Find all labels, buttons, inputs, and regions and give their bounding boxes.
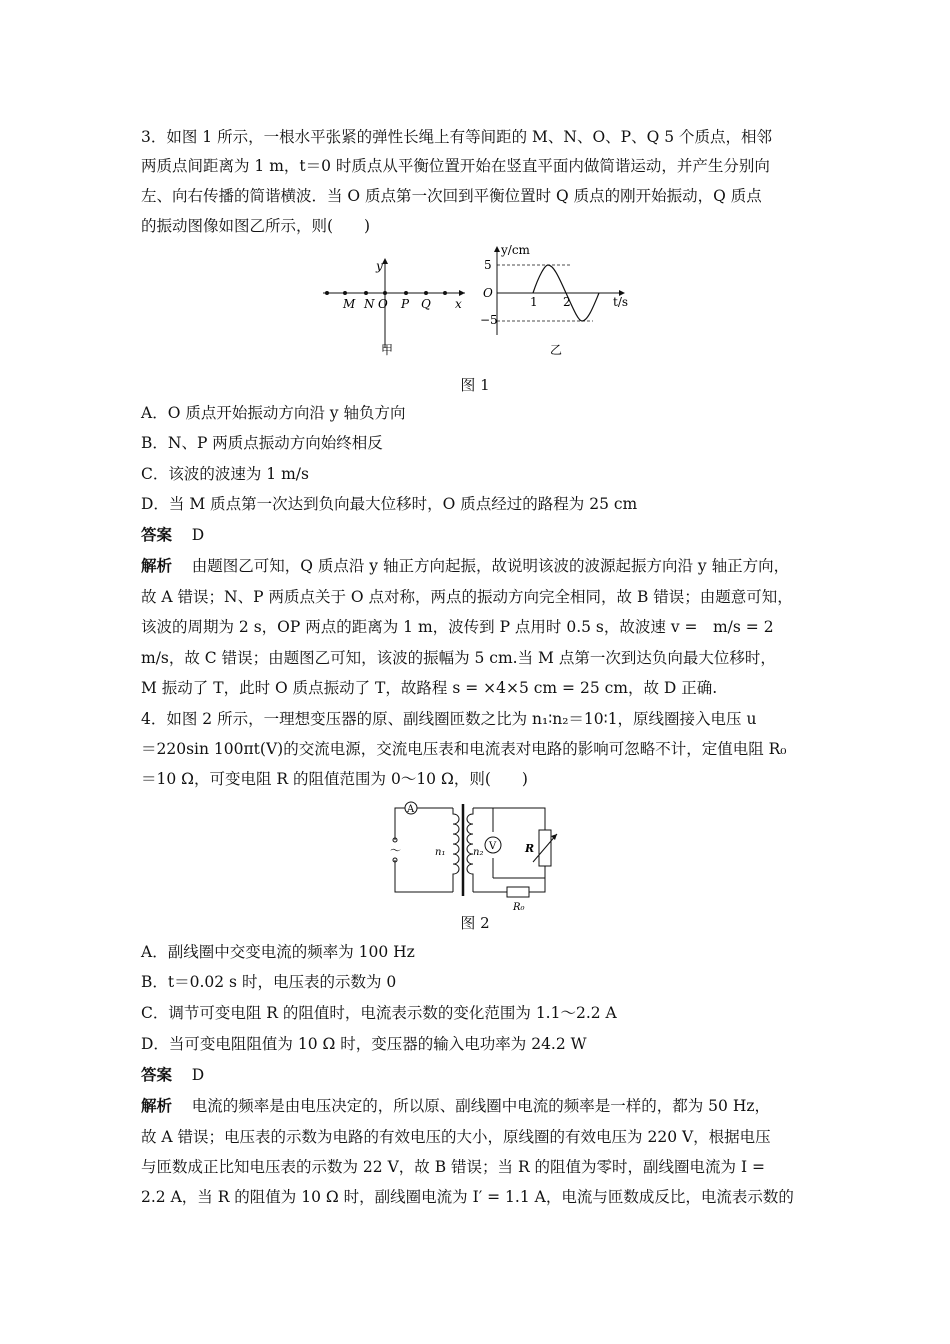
q3-analysis-line-4: m/s，故 C 错误；由题图乙可知，该波的振幅为 5 cm.当 M 点第一次到达负向最大位移时， bbox=[141, 649, 776, 667]
answer-label: 答案 bbox=[141, 1065, 173, 1084]
rope-point bbox=[343, 291, 347, 295]
q3-analysis-line-1 bbox=[141, 556, 789, 576]
yi-ylabel: y/cm bbox=[501, 243, 530, 257]
q4-option-a: A．副线圈中交变电流的频率为 100 Hz bbox=[141, 943, 415, 961]
q3-stem-line-4: 的振动图像如图乙所示，则( ) bbox=[141, 217, 371, 235]
ac-source-icon: ～ bbox=[390, 844, 401, 857]
q3-option-b: B．N、P 两质点振动方向始终相反 bbox=[141, 434, 383, 452]
yi-tick-1: 1 bbox=[530, 295, 538, 309]
point-q: Q bbox=[421, 297, 431, 311]
q3-analysis-line-3: 该波的周期为 2 s，OP 两点的距离为 1 m，波传到 P 点用时 0.5 s，故波速 v = m/s = 2 bbox=[141, 618, 774, 636]
point-o: O bbox=[378, 297, 388, 311]
q4-analysis-line-3: 与匝数成正比知电压表的示数为 22 V，故 B 错误；当 R 的阻值为零时，副线圈电流为 I = bbox=[141, 1158, 766, 1176]
yi-caption: 乙 bbox=[550, 343, 563, 357]
q4-analysis-line-1 bbox=[141, 1096, 770, 1116]
answer-value: D bbox=[191, 1066, 205, 1084]
figure-1-caption: 图 1 bbox=[460, 376, 490, 394]
rope-point bbox=[443, 291, 447, 295]
figure-2-circuit bbox=[385, 800, 565, 913]
q4-stem-line-2: ＝220sin 100πt(V)的交流电源，交流电压表和电流表对电路的影响可忽略不计，定值电阻 R₀ bbox=[141, 740, 787, 758]
analysis-text: 由题图乙可知，Q 质点沿 y 轴正方向起振，故说明该波的波源起振方向沿 y 轴正方向， bbox=[191, 557, 790, 575]
point-n: N bbox=[364, 297, 375, 311]
q3-stem-line-1: 3．如图 1 所示，一根水平张紧的弹性长绳上有等间距的 M、N、O、P、Q 5 个质点，相邻 bbox=[141, 128, 772, 146]
figure-1-yi bbox=[475, 240, 640, 360]
rope-point bbox=[383, 291, 387, 295]
rope-point bbox=[325, 291, 329, 295]
yi-y-bottom: −5 bbox=[480, 313, 498, 327]
rope-point bbox=[404, 291, 408, 295]
q4-analysis-line-4: 2.2 A，当 R 的阻值为 10 Ω 时，副线圈电流为 I′ = 1.1 A，电流与匝数成反比，电流表示数的 bbox=[141, 1188, 794, 1206]
q3-answer bbox=[141, 525, 204, 545]
jia-x-label: x bbox=[455, 297, 462, 311]
r-label: R bbox=[525, 842, 535, 855]
ammeter-icon: A bbox=[407, 804, 415, 815]
q4-option-d: D．当可变电阻阻值为 10 Ω 时，变压器的输入电功率为 24.2 W bbox=[141, 1035, 587, 1053]
n1-label: n₁ bbox=[435, 847, 446, 858]
figure-1-jia bbox=[315, 250, 475, 360]
q4-stem-line-3: ＝10 Ω，可变电阻 R 的阻值范围为 0～10 Ω，则( ) bbox=[141, 770, 528, 788]
yi-y-top: 5 bbox=[484, 258, 492, 272]
analysis-label: 解析 bbox=[141, 1096, 173, 1115]
voltmeter-icon: V bbox=[489, 841, 497, 852]
q3-stem-line-3: 左、向右传播的简谐横波．当 O 质点第一次回到平衡位置时 Q 质点的刚开始振动，Q 质点 bbox=[141, 187, 762, 205]
answer-value: D bbox=[191, 526, 205, 544]
q3-option-d: D．当 M 质点第一次达到负向最大位移时，O 质点经过的路程为 25 cm bbox=[141, 495, 638, 513]
q4-answer bbox=[141, 1065, 204, 1085]
rope-point bbox=[424, 291, 428, 295]
point-p: P bbox=[401, 297, 410, 311]
yi-tick-2: 2 bbox=[563, 295, 571, 309]
figure-2-caption: 图 2 bbox=[460, 914, 490, 932]
q3-analysis-line-2: 故 A 错误；N、P 两质点关于 O 点对称，两点的振动方向完全相同，故 B 错误；由题意可知， bbox=[141, 588, 793, 606]
q4-analysis-line-2: 故 A 错误；电压表的示数为电路的有效电压的大小，原线圈的有效电压为 220 V，根据电压 bbox=[141, 1128, 771, 1146]
q4-stem-line-1: 4．如图 2 所示，一理想变压器的原、副线圈匝数之比为 n₁∶n₂＝10∶1，原线圈接入电压 u bbox=[141, 710, 757, 728]
q3-analysis-line-5: M 振动了 T，此时 O 质点振动了 T，故路程 s = ×4×5 cm = 25 cm，故 D 正确. bbox=[141, 679, 718, 697]
q4-option-b: B．t＝0.02 s 时，电压表的示数为 0 bbox=[141, 973, 397, 991]
q4-option-c: C．调节可变电阻 R 的阻值时，电流表示数的变化范围为 1.1～2.2 A bbox=[141, 1004, 617, 1022]
rope-point bbox=[364, 291, 368, 295]
r0-label: R₀ bbox=[513, 902, 525, 913]
jia-y-label: y bbox=[376, 259, 383, 273]
analysis-label: 解析 bbox=[141, 556, 173, 575]
point-m: M bbox=[343, 297, 356, 311]
jia-caption: 甲 bbox=[381, 343, 394, 357]
yi-origin: O bbox=[483, 286, 493, 300]
q3-option-c: C．该波的波速为 1 m/s bbox=[141, 465, 309, 483]
analysis-text: 电流的频率是由电压决定的，所以原、副线圈中电流的频率是一样的，都为 50 Hz， bbox=[191, 1097, 770, 1115]
answer-label: 答案 bbox=[141, 525, 173, 544]
q3-option-a: A．O 质点开始振动方向沿 y 轴负方向 bbox=[141, 404, 406, 422]
yi-xlabel: t/s bbox=[613, 295, 629, 309]
q3-stem-line-2: 两质点间距离为 1 m，t＝0 时质点从平衡位置开始在竖直平面内做简谐运动，并产生分别向 bbox=[141, 157, 770, 175]
n2-label: n₂ bbox=[473, 847, 484, 858]
